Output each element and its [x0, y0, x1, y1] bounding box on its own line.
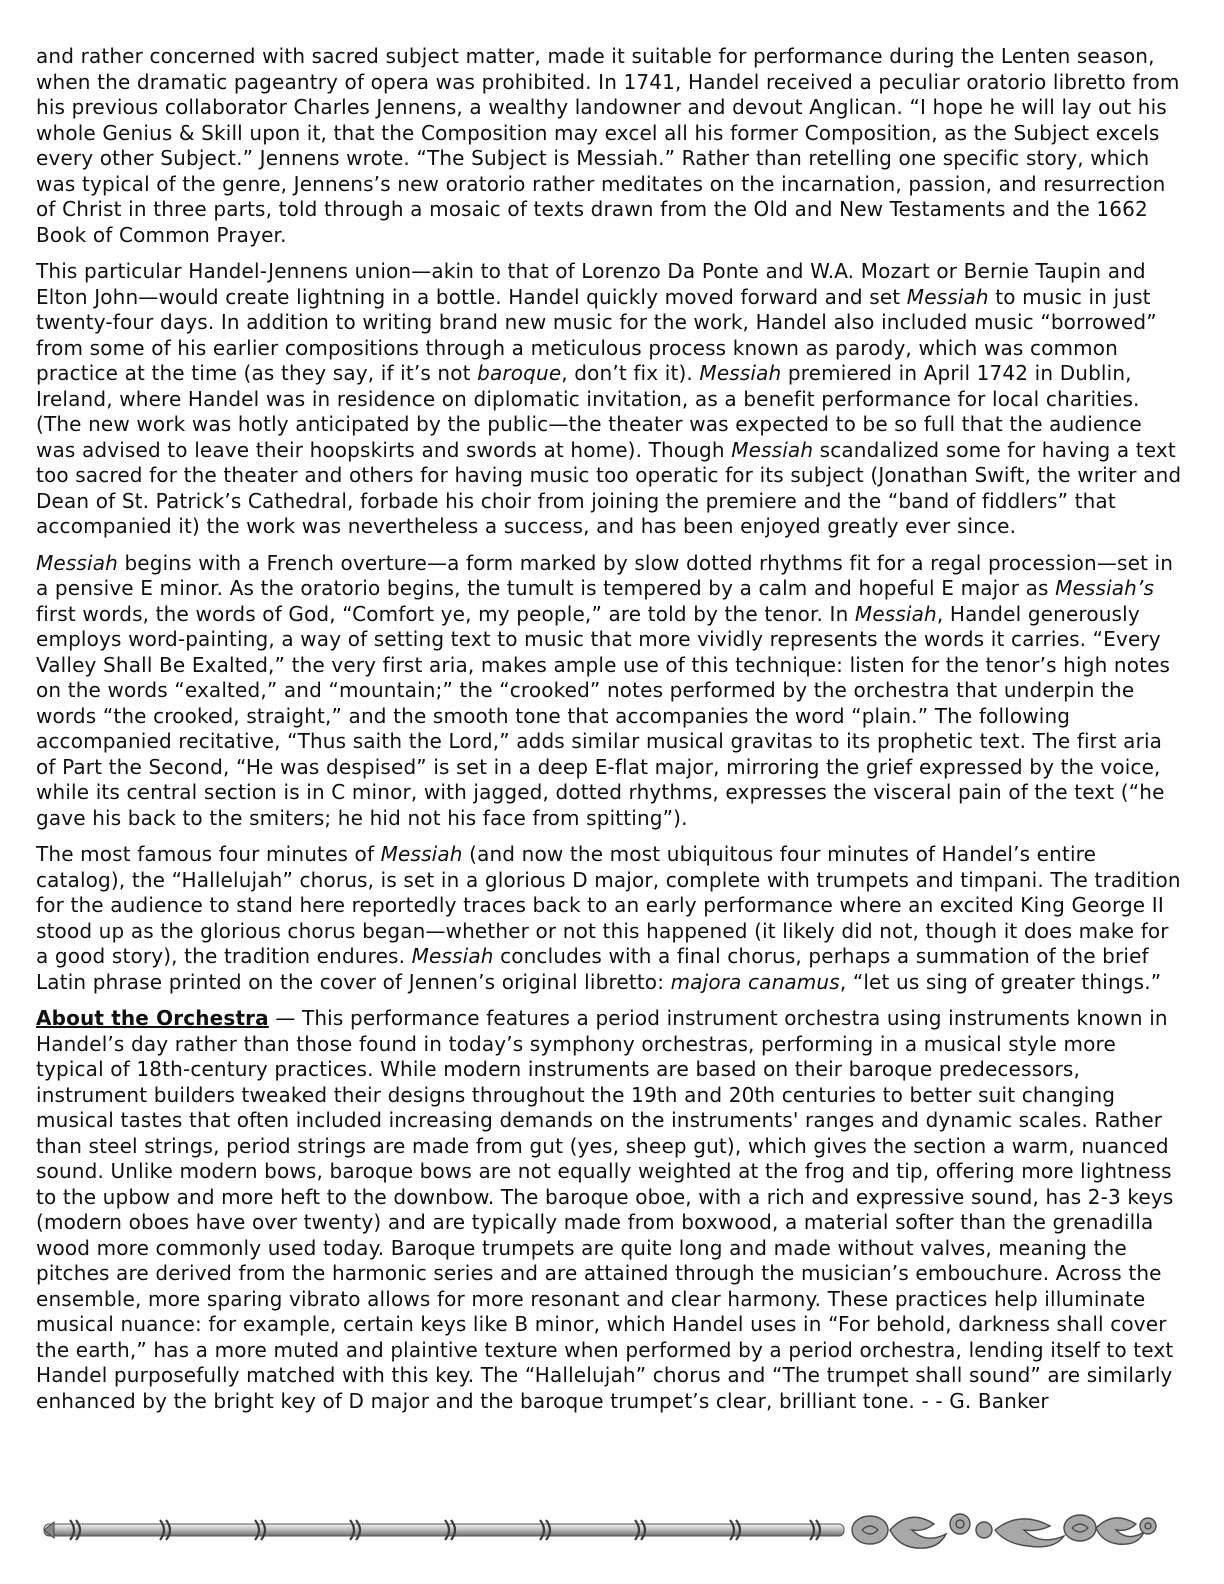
text-run: premiered in April 1742 in Dublin, Ireland, where Handel was in residence on diplomatic invitation, as a benefit performance for local charities. (The new work was hotly anticipated by the public—the theater was expected to be so full that the audience was advised to leave their hoopskirts and swords at home). Though — [36, 361, 1142, 462]
paragraph-4 — [36, 842, 1186, 995]
text-run: and rather concerned with sacred subject matter, made it suitable for performance during the Lenten season, when the dramatic pageantry of opera was prohibited. In 1741, Handel received a peculiar oratorio libretto from his previous collaborator Charles Jennens, a wealthy landowner and devout Anglican. “I hope he will lay out his whole Genius & Skill upon it, that the Composition may excel all his former Composition, as the Subject excels every other Subject.” Jennens wrote. “The Subject is Messiah.” Rather than retelling one specific story, which was typical of the genre, Jennens’s new oratorio rather meditates on the incarnation, passion, and resurrection of Christ in three parts, told through a mosaic of texts drawn from the Old and New Testaments and the 1662 Book of Common Prayer. — [36, 44, 1180, 247]
paragraph-3 — [36, 551, 1186, 832]
text-run: — This performance features a period instrument orchestra using instruments known in Handel’s day rather than those found in today’s symphony orchestras, performing in a musical style more typical of 18th-century practices. While modern instruments are based on their baroque predecessors, instrument builders tweaked their designs throughout the 19th and 20th centuries to better suit changing musical tastes that often included increasing demands on the instruments' ranges and dynamic scales. Rather than steel strings, period strings are made from gut (yes, sheep gut), which gives the section a warm, nuanced sound. Unlike modern bows, baroque bows are not equally weighted at the frog and tip, offering more lightness to the upbow and more heft to the downbow. The baroque oboe, with a rich and expressive sound, has 2-3 keys (modern oboes have over twenty) and are typically made from boxwood, a material softer than the grenadilla wood more commonly used today. Baroque trumpets are quite long and made without valves, meaning the pitches are derived from the harmonic series and are attained through the musician’s embouchure. Across the ensemble, more sparing vibrato allows for more resonant and clear harmony. These practices help illuminate musical nuance: for example, certain keys like B minor, which Handel uses in “For behold, darkness shall cover the earth,” has a more muted and plaintive texture when performed by a period orchestra, lending itself to text Handel purposefully matched with this key. The “Hallelujah” chorus and “The trumpet shall sound” are similarly enhanced by the bright key of D major and the baroque trumpet’s clear, brilliant tone. - - G. Banker — [36, 1006, 1174, 1413]
italic-text: Messiah’s — [1055, 576, 1155, 600]
article-body — [36, 44, 1186, 1425]
italic-text: majora canamus — [670, 969, 840, 994]
text-run: This particular Handel-Jennens union—akin to that of Lorenzo Da Ponte and W.A. Mozart or Bernie Taupin and Elton John—would create lightning in a bottle. Handel quickly moved forward and set — [36, 259, 1146, 309]
italic-text: Messiah — [380, 842, 463, 866]
italic-text: Messiah — [36, 550, 118, 575]
italic-text: Messiah — [906, 284, 989, 309]
italic-text: baroque — [477, 361, 562, 385]
paragraph-1 — [36, 44, 1186, 248]
italic-text: Messiah — [411, 944, 494, 968]
italic-text: Messiah — [854, 601, 937, 626]
text-run: (and now the most ubiquitous four minutes of Handel’s entire catalog), the “Hallelujah” chorus, is set in a glorious D major, complete with trumpets and timpani. The tradition for the audience to stand here reportedly traces back to an early performance where an excited King George II stood up as the glorious chorus began—whether or not this happened (it likely did not, though it does make for a good story), the tradition endures. — [36, 842, 1181, 968]
italic-text: Messiah — [699, 361, 782, 385]
paragraph-2 — [36, 259, 1186, 540]
scroll-flourish-divider-icon — [40, 1500, 1160, 1556]
text-run: begins with a French overture—a form marked by slow dotted rhythms fit for a regal procession—set in a pensive E minor. As the oratorio begins, the tumult is tempered by a calm and hopeful E major as — [36, 550, 1174, 600]
text-run: , don’t fix it). — [561, 361, 700, 385]
text-run: to music in just twenty-four days. In addition to writing brand new music for the work, Handel also included music “borrowed” from some of his earlier compositions through a meticulous process known as parody, which was common practice at the time (as they say, if it’s not — [36, 284, 1157, 385]
paragraph-about-orchestra — [36, 1006, 1186, 1414]
italic-text: Messiah — [731, 437, 814, 462]
text-run: , “let us sing of greater things.” — [839, 969, 1162, 994]
text-run: The most famous four minutes of — [36, 842, 381, 866]
text-run: concludes with a final chorus, perhaps a summation of the brief Latin phrase printed on the cover of Jennen’s original libretto: — [36, 944, 1149, 994]
section-heading: About the Orchestra — [36, 1006, 269, 1030]
text-run: first words, the words of God, “Comfort ye, my people,” are told by the tenor. In — [36, 601, 855, 626]
text-run: scandalized some for having a text too sacred for the theater and others for having music too operatic for its subject (Jonathan Swift, the writer and Dean of St. Patrick’s Cathedral, forbade his choir from joining the premiere and the “band of fiddlers” that accompanied it) the work was nevertheless a success, and has been enjoyed greatly ever since. — [36, 437, 1182, 538]
text-run: , Handel generously employs word-painting, a way of setting text to music that more vividly represents the words it carries. “Every Valley Shall Be Exalted,” the very first aria, makes ample use of this technique: listen for the tenor’s high notes on the words “exalted,” and “mountain;” the “crooked” notes performed by the orchestra that underpin the words “the crooked, straight,” and the smooth tone that accompanies the word “plain.” The following accompanied recitative, “Thus saith the Lord,” adds similar musical gravitas to its prophetic text. The first aria of Part the Second, “He was despised” is set in a deep E-flat major, mirroring the grief expressed by the voice, while its central section is in C minor, with jagged, dotted rhythms, expresses the visceral pain of the text (“he gave his back to the smiters; he hid not his face from spitting”). — [36, 601, 1171, 830]
